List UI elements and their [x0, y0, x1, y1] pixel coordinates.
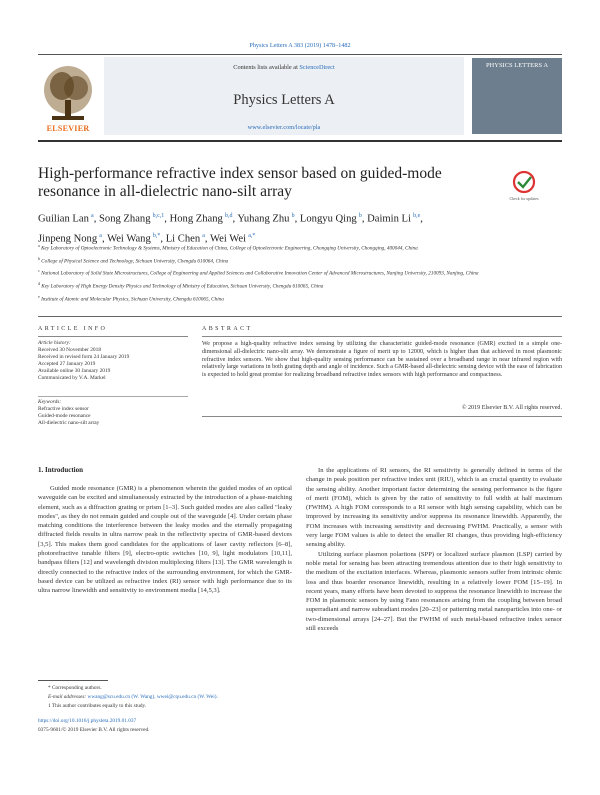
- body-column-left: Guided mode resonance (GMR) is a phenomenon wherein the guided modes of an optical waveguide can be excited and simultaneously extracted by the introduction of a phase-matching element, such as a diffraction grating or prism [1–3]. Such guided modes are also called "leaky modes", as they do not remain guided and couple out of the waveguide [4]. Under certain phase matching conditions the interference between the leaky modes and the eternally propagating diffracted fields results in ultra narrow peak in the reflectivity spectra of GMR-based devices [3,5]. This makes them good candidates for the applications of laser cavity reflectors [6–8], photorefractive tunable filters [9], electro-optic switches [10, 9], light modulators [10,11], bandpass filters [12] and wavelength division multiplexing filters [13]. The GMR wavelength is directly connected to the refractive index of the surrounding environment, for which the GMR-based device can be utilized as refractive index (RI) sensor with high performance due to its ultra narrow linewidth and sensitivity to environment media [14,5,3].: [38, 485, 292, 595]
- keywords-rule: [38, 396, 188, 397]
- abstract-rule: [202, 336, 562, 337]
- author-affiliation-marker[interactable]: a,*: [248, 232, 256, 239]
- author-name[interactable]: Hong Zhang: [169, 213, 223, 225]
- author-name[interactable]: Yuhang Zhu: [237, 213, 290, 225]
- affiliation-marker: c: [38, 268, 40, 274]
- author-affiliation-marker[interactable]: b: [291, 213, 295, 219]
- author-name[interactable]: Li Chen: [165, 233, 201, 245]
- affiliation-item: [38, 255, 558, 266]
- author-affiliation-marker[interactable]: b,c,1: [152, 213, 165, 219]
- author-affiliation-marker[interactable]: b,e: [413, 213, 421, 219]
- journal-cover-image: [472, 58, 562, 134]
- affiliation-text: Key Laboratory of High Energy Density Physics and Technology of Ministry of Education, Sichuan University, Chengdu 610065, China: [40, 283, 324, 290]
- header-bottom-rule: [38, 140, 562, 142]
- journal-reference[interactable]: Physics Letters A 383 (2019) 1478–1482: [249, 42, 351, 49]
- author-affiliation-marker[interactable]: b,*: [152, 232, 161, 239]
- abstract-bottom-rule: [202, 416, 562, 417]
- article-info-rule: [38, 336, 188, 337]
- author-line-1: Guilian Lan $^a$, Song Zhang $^{b,c,1}$, Hong Zhang $^{b,d}$, Yuhang Zhu $^b$, Longyu Qing $^b$, Daimin Li $^{b,e}$,: [38, 213, 423, 225]
- doi-link[interactable]: https://doi.org/10.1016/j.physleta.2019.01.037: [38, 718, 137, 724]
- history-item: Accepted 27 January 2019: [38, 360, 96, 367]
- affiliation-marker: b: [38, 255, 40, 261]
- keyword-item: Refractive index sensor: [38, 405, 89, 412]
- header-top-rule: [38, 54, 562, 55]
- history-item: Communicated by V.A. Markel: [38, 374, 106, 381]
- keyword-item: All-dielectric nano-silt array: [38, 419, 100, 426]
- email-links[interactable]: wwang@scu.edu.cn (W. Wang), wwei@cqu.edu.cn (W. Wei).: [87, 693, 218, 700]
- body-column-right: [306, 466, 562, 633]
- affiliation-item: [38, 280, 558, 291]
- history-item: Received in revised form 24 January 2019: [38, 353, 130, 360]
- abstract-heading: ABSTRACT: [202, 326, 253, 332]
- paragraph: Utilizing surface plasmon polaritons (SPP) or localized surface plasmon (LSP) carried by noble metal for sensing has been attracting tremendous attention due to their high sensitivity to the medium of the excitation interfaces. Whereas, plasmonic sensors suffer from intrinsic ohmic loss and thus boarder resonance linewidth, resulting in a relatively lower FOM [15–19]. In recent years, many efforts have been devoted to suppress the resonance linewidth to increase the FOM in plasmonic sensors by using Fano resonances arising from the coupling between broad superradiant and narrow subradiant modes [20–23] or patterning metal nanoparticles into one- or two-dimensional arrays [24–27]. But the FWHM of such metal-based refractive index sensor still exceeds: [306, 550, 562, 633]
- footnote-emails: [38, 693, 292, 702]
- article-info-heading: ARTICLE INFO: [38, 326, 108, 332]
- contents-line: [104, 64, 464, 71]
- issn-line: 0375-9601/© 2019 Elsevier B.V. All rights reserved.: [38, 727, 150, 733]
- history-item: Available online 30 January 2019: [38, 367, 111, 374]
- author-affiliation-marker[interactable]: a: [202, 232, 205, 239]
- abstract-text: We propose a high-quality refractive index sensing by utilizing the characteristic guided-mode resonance (GMR) excited in a simple one-dimensional all-dielectric nano-slit array. We demonstrate a figure of merit up to 12000, which is higher than that achieved in most plasmonic refractive index sensors. We show that high-quality sensing performance can be sustained over a broadband range in near infrared region with relatively large variations in both grating depth and angle of incidence. Such a GMR-based all-dielectric sensing device with the ease of fabrication is expected to hold great promise for realizing broadband refractive index sensors with high performance and compactness.: [202, 341, 562, 379]
- author-name[interactable]: Song Zhang: [99, 213, 151, 225]
- keyword-item: Guided-mode resonance: [38, 412, 91, 419]
- history-item: Received 30 November 2018: [38, 346, 102, 353]
- author-name[interactable]: Daimin Li: [367, 213, 411, 225]
- paragraph: In the applications of RI sensors, the RI sensitivity is generally defined in terms of the change in peak position per refractive index unit (RIU), which is an crucial quantity to evaluate the sensing ability. Another important factor determining the sensing performance is the figure of merit (FOM), which is given by the ratio of sensitivity to full width at half maximum (FWHM). A high FOM corresponds to a RI sensor with high sensing capability, which can be improved by increasing its sensitivity and/or suppress its resonance linewidth. Apparently, the FOM increases with increasing sensitivity and decreasing FWHM. Practically, a sensor with very large FOM values is able to detect the smaller RI changes, thus providing high-efficiency sensing ability.: [306, 467, 562, 549]
- check-for-updates-label[interactable]: Check for updates: [509, 196, 539, 201]
- affiliation-text: National Laboratory of Solid State Microstructures, College of Engineering and Applied Sciences and Collaborative Innovation Center of Advanced Microstructures, Nanjing University, 210093, Nanjing, China: [39, 271, 479, 278]
- author-affiliation-marker[interactable]: b,d: [224, 213, 233, 219]
- email-label: E-mail addresses:: [48, 693, 87, 700]
- publisher-name: ELSEVIER: [46, 124, 90, 133]
- author-line-2: Jinpeng Nong $^a$, Wei Wang $^{b,*}$, Li Chen $^a$, Wei Wei $^{a,*}$: [38, 232, 256, 245]
- affiliation-item: [38, 267, 558, 278]
- affiliation-text: College of Physical Science and Technology, Sichuan University, Chengdu 610064, China: [40, 258, 229, 265]
- author-affiliation-marker[interactable]: b: [358, 213, 362, 219]
- journal-title: Physics Letters A: [233, 92, 335, 108]
- affiliation-marker: a: [38, 243, 40, 248]
- elsevier-tree-logo: [38, 60, 98, 132]
- section-heading-introduction: 1. Introduction: [38, 466, 83, 474]
- affiliation-text: Key Laboratory of Optoelectronic Technology & Systems, Ministry of Education of China, College of Optoelectronic Engineering, Chongqing University, Chongqing, 400044, China: [39, 245, 418, 252]
- affiliation-marker: e: [38, 293, 40, 299]
- article-title: High-performance refractive index sensor based on guided-mode resonance in all-dielectric nano-silt array: [38, 165, 442, 200]
- journal-url-link[interactable]: www.elsevier.com/locate/pla: [247, 124, 321, 131]
- history-label: Article history:: [38, 340, 71, 346]
- footnotes: [38, 684, 292, 710]
- author-name[interactable]: Wei Wei: [210, 233, 247, 245]
- journal-cover-title: PHYSICS LETTERS A: [485, 62, 549, 69]
- footnote-equal-contribution: 1 This author contributes equally to this study.: [48, 702, 147, 709]
- author-affiliation-marker[interactable]: a: [91, 213, 94, 219]
- author-name[interactable]: Jinpeng Nong: [38, 233, 98, 245]
- author-name[interactable]: Guilian Lan: [38, 213, 89, 225]
- author-name[interactable]: Wei Wang: [107, 233, 151, 245]
- affiliation-item: [38, 242, 558, 253]
- affiliation-text: Institute of Atomic and Molecular Physics, Sichuan University, Chengdu 610065, China: [39, 296, 224, 303]
- affiliation-marker: d: [38, 280, 40, 286]
- contents-prefix: Contents lists available at: [233, 64, 300, 71]
- author-name[interactable]: Longyu Qing: [299, 213, 357, 225]
- keywords-label: Keywords:: [38, 399, 62, 405]
- affiliation-list: [38, 242, 558, 305]
- sciencedirect-link[interactable]: ScienceDirect: [299, 64, 335, 71]
- affiliation-item: [38, 293, 558, 304]
- author-affiliation-marker[interactable]: a: [99, 232, 102, 239]
- footnote-corresponding: * Corresponding authors.: [48, 685, 102, 691]
- abstract-copyright: © 2019 Elsevier B.V. All rights reserved.: [461, 405, 562, 411]
- article-history: [38, 340, 188, 381]
- footnote-rule: [38, 680, 108, 681]
- affiliation-rule: [38, 316, 562, 317]
- keywords: [38, 399, 188, 427]
